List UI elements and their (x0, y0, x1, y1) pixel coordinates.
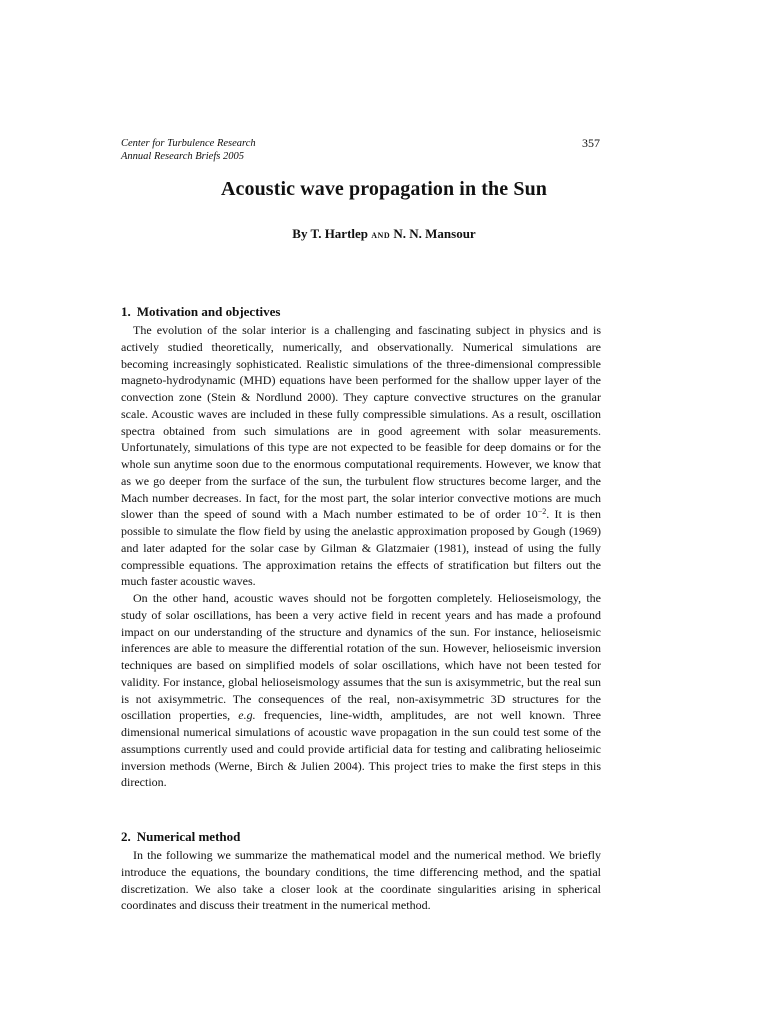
author-1: T. Hartlep (310, 226, 369, 241)
author-byline (0, 226, 768, 242)
section-number: 1. (121, 304, 131, 319)
paragraph-text: In the following we summarize the mathematical model and the numerical method. We briefly introduce the equations, the boundary conditions, the time differencing method, and the spatial discretization. We also take a closer look at the coordinate singularities arising in spherical coordinates and discuss their treatment in the numerical method. (121, 848, 601, 913)
paragraph-text: frequencies, line-width, amplitudes, are not well known. Three dimensional numerical simulations of acoustic wave propagation in the sun could test some of the assumptions currently used and could provide artificial data for testing and calibrating helioseimic inversion methods (Werne, Birch & Julien 2004). This project tries to make the first steps in this direction. (121, 708, 601, 790)
exponent: −2 (537, 507, 547, 517)
paragraph-numerical-method-1 (121, 847, 601, 914)
paragraph-text: The evolution of the solar interior is a challenging and fascinating subject in physics and is actively studied theoretically, numerically, and observationally. Numerical simulations are becoming increasingly sophisticated. Realistic simulations of the three-dimensional compressible magneto-hydrodynamic (MHD) equations have been performed for the shallow upper layer of the convection zone (Stein & Nordlund 2000). They capture convective structures on the granular scale. Acoustic waves are included in these fully compressible simulations. As a result, oscillation spectra obtained from such simulations are in good agreement with solar measurements. Unfortunately, simulations of this type are not expected to be feasible for deep domains or for the whole sun anytime soon due to the enormous computational requirements. However, we know that as we go deeper from the surface of the sun, the turbulent flow structures become larger, and the Mach number decreases. In fact, for the most part, the solar interior convective motions are much slower than the speed of sound with a Mach number estimated to be of order 10 (121, 323, 601, 522)
paragraph-text: On the other hand, acoustic waves should not be forgotten completely. Helioseismology, the study of solar oscillations, has been a very active field in recent years and has made a profound impact on our understanding of the structure and dynamics of the sun. For instance, helioseismic inferences are able to measure the differential rotation of the sun. However, helioseismic inversion techniques are based on simplified models of solar oscillations, which have not been tested for validity. For instance, global helioseismology assumes that the sun is axisymmetric, but the real sun is not axisymmetric. The consequences of the real, non-axisymmetric 3D structures for the oscillation properties, (121, 591, 601, 723)
paper-title: Acoustic wave propagation in the Sun (220, 178, 548, 200)
section-heading-motivation (121, 304, 280, 320)
byline-and: and (371, 229, 391, 241)
emphasis-eg: e.g. (238, 708, 256, 723)
section-title: Motivation and objectives (136, 304, 281, 319)
byline-by: By (292, 226, 308, 241)
header-publication: Annual Research Briefs 2005 (121, 151, 244, 162)
paragraph-motivation-1 (121, 322, 601, 590)
page-number: 357 (582, 136, 600, 150)
author-2: N. N. Mansour (393, 226, 476, 241)
paragraph-text: . It is then possible to simulate the flow field by using the anelastic approximation proposed by Gough (1969) and later adapted for the solar case by Gilman & Glatzmaier (1981), instead of using the fully compressible equations. The approximation retains the effects of stratification but filters out the much faster acoustic waves. (121, 507, 601, 589)
section-heading-numerical-method (121, 829, 240, 845)
paragraph-motivation-2 (121, 590, 601, 791)
running-header (121, 137, 256, 163)
header-institution: Center for Turbulence Research (121, 138, 256, 149)
section-number: 2. (121, 829, 131, 844)
section-title: Numerical method (136, 829, 241, 844)
